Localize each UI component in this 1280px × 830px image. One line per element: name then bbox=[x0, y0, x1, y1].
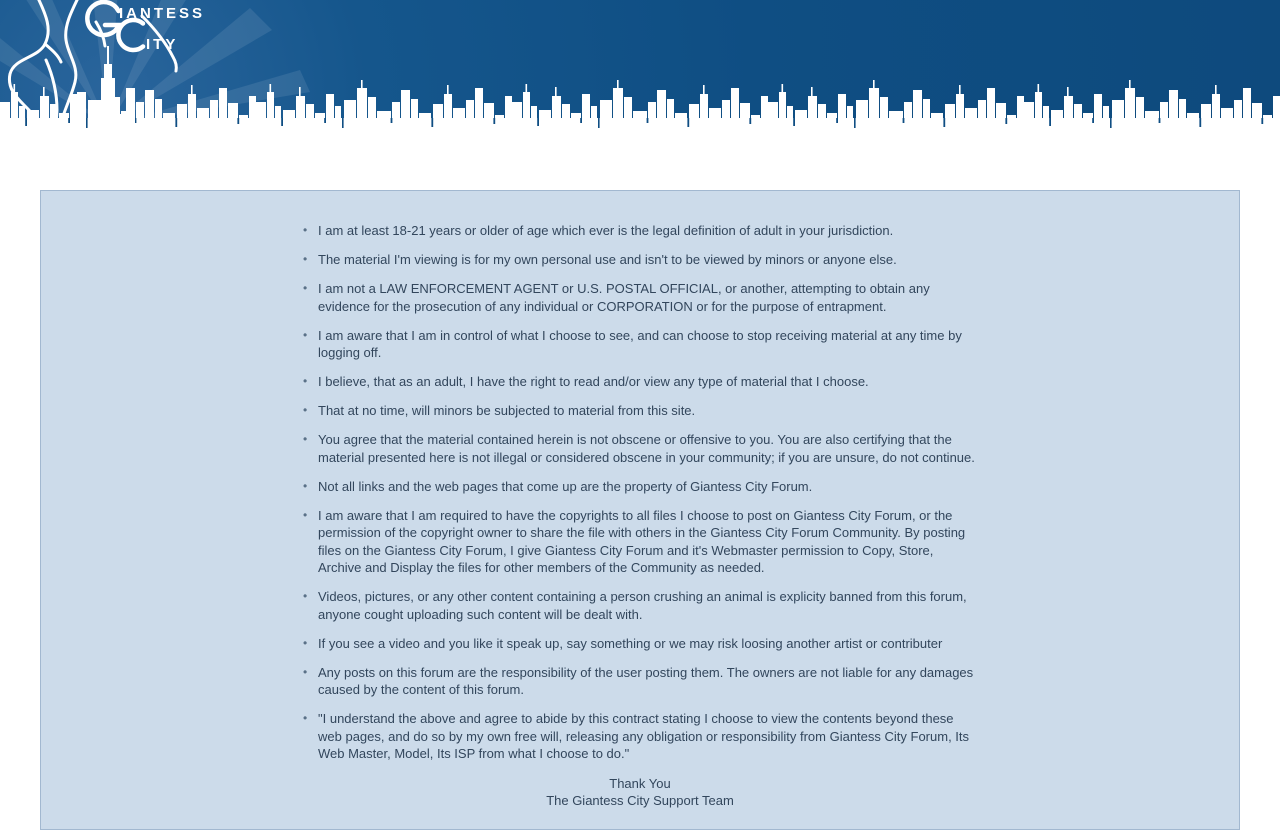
term-text: If you see a video and you like it speak up, say something or we may risk loosing another artist or contributer bbox=[318, 635, 943, 651]
term-item bbox=[302, 635, 978, 653]
signoff bbox=[41, 775, 1239, 810]
terms-list bbox=[302, 191, 978, 763]
site-logo bbox=[82, 0, 312, 60]
logo-word-ity: ITY bbox=[146, 36, 179, 53]
site-header bbox=[0, 0, 1280, 130]
term-item bbox=[302, 710, 978, 763]
term-text: That at no time, will minors be subjected to material from this site. bbox=[318, 403, 696, 418]
term-item bbox=[302, 507, 978, 577]
term-item bbox=[302, 478, 978, 496]
term-text: I am not a LAW ENFORCEMENT AGENT or U.S. POSTAL OFFICIAL, or another, attempting to obtain any evidence for the prosecution of any individual or CORPORATION or for the purpose of entrapment. bbox=[318, 281, 930, 314]
term-item bbox=[302, 588, 978, 623]
term-text: I am at least 18-21 years or older of age which ever is the legal definition of adult in your jurisdiction. bbox=[318, 223, 894, 238]
term-item bbox=[302, 664, 978, 699]
term-text: "I understand the above and agree to abide by this contract stating I choose to view the contents beyond these web pages, and do so by my own free will, releasing any obligation or responsibility from Giantess City Forum, Its Web Master, Model, Its ISP from what I choose to do." bbox=[318, 711, 970, 761]
term-text: I am aware that I am required to have the copyrights to all files I choose to post on Giantess City Forum, or the permission of the copyright owner to share the file with others in the Giantess City Forum Community. By posting files on the Giantess City Forum, I give Giantess City Forum and it's Webmaster permission to Copy, Store, Archive and Display the files for other members of the Community as needed. bbox=[318, 507, 966, 575]
term-item bbox=[302, 373, 978, 391]
term-item bbox=[302, 431, 978, 466]
term-text: You agree that the material contained herein is not obscene or offensive to you. You are also certifying that the material presented here is not illegal or considered obscene in your community; if you are unsure, do not continue. bbox=[318, 432, 975, 465]
term-text: I am aware that I am in control of what I choose to see, and can choose to stop receiving material at any time by logging off. bbox=[318, 327, 962, 360]
term-item bbox=[302, 280, 978, 315]
support-team-line: The Giantess City Support Team bbox=[546, 793, 734, 808]
term-item bbox=[302, 402, 978, 420]
term-text: The material I'm viewing is for my own personal use and isn't to be viewed by minors or anyone else. bbox=[318, 252, 897, 267]
term-item bbox=[302, 222, 978, 240]
term-item bbox=[302, 251, 978, 269]
city-skyline bbox=[0, 78, 1280, 130]
term-item bbox=[302, 327, 978, 362]
logo-word-iantess: IANTESS bbox=[119, 5, 206, 22]
term-text: Any posts on this forum are the responsibility of the user posting them. The owners are not liable for any damages caused by the content of this forum. bbox=[318, 664, 974, 697]
thank-you-line: Thank You bbox=[609, 775, 671, 791]
logo-letter-g bbox=[87, 2, 119, 35]
agreement-panel bbox=[40, 190, 1240, 830]
term-text: Not all links and the web pages that come up are the property of Giantess City Forum. bbox=[318, 478, 813, 494]
logo-letter-c bbox=[118, 20, 143, 50]
term-text: I believe, that as an adult, I have the right to read and/or view any type of material that I choose. bbox=[318, 374, 869, 389]
term-text: Videos, pictures, or any other content containing a person crushing an animal is explicity banned from this forum, anyone cought uploading such content will be dealt with. bbox=[318, 589, 967, 622]
